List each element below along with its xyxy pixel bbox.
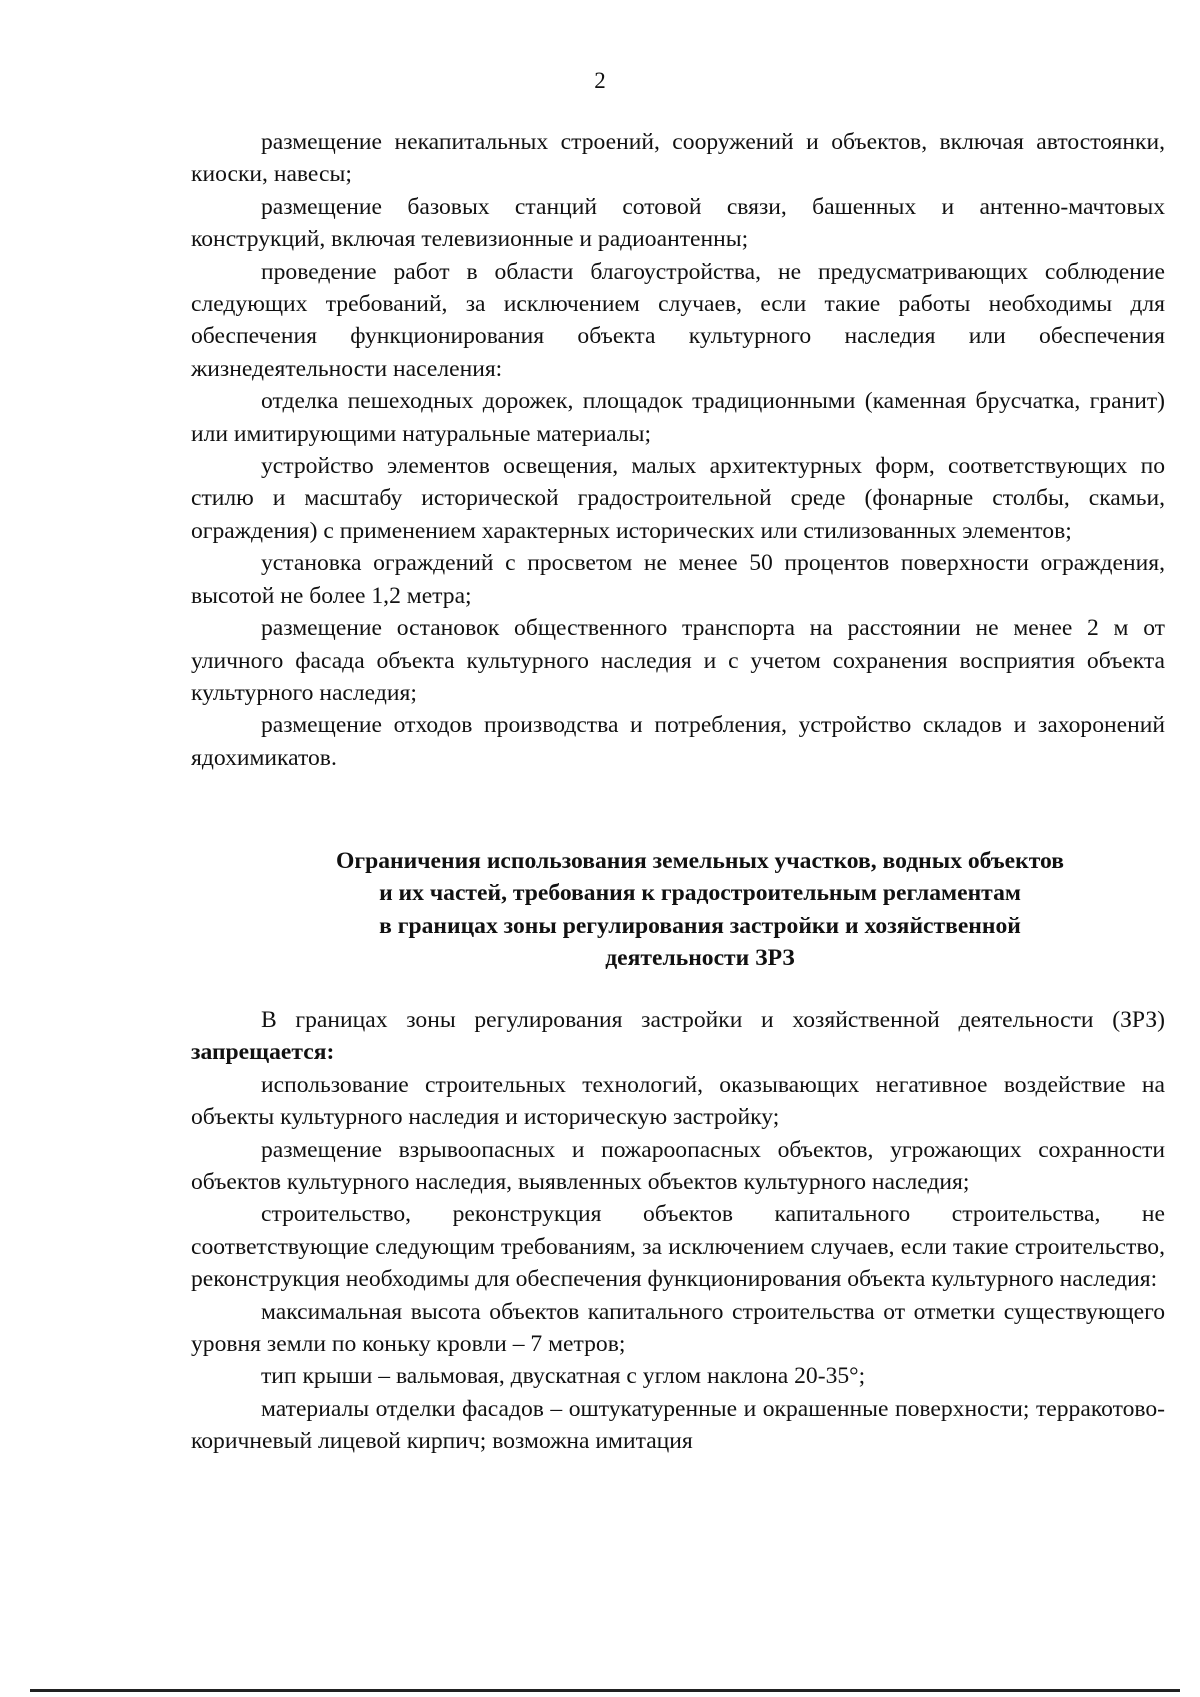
list-item: размещение взрывоопасных и пожароопасных объектов, угрожающих сохранности объектов культурного наследия, выявленных объектов культурного наследия; — [191, 1136, 1165, 1196]
scan-edge-line — [30, 1689, 1180, 1692]
list-item: максимальная высота объектов капитального строительства от отметки существующего уровня земли по коньку кровли – 7 метров; — [191, 1298, 1165, 1358]
list-item: размещение некапитальных строений, сооружений и объектов, включая автостоянки, киоски, навесы; — [191, 129, 1165, 188]
list-item: отделка пешеходных дорожек, площадок традиционными (каменная брусчатка, гранит) или имитирующими натуральные материалы; — [191, 388, 1165, 447]
section-heading — [240, 845, 1160, 975]
heading-line: Ограничения использования земельных участков, водных объектов — [336, 848, 1064, 874]
list-item: материалы отделки фасадов – оштукатуренные и окрашенные поверхности; терракотово-коричневый лицевой кирпич; возможна имитация — [191, 1395, 1165, 1455]
list-item: проведение работ в области благоустройства, не предусматривающих соблюдение следующих требований, за исключением случаев, если такие работы необходимы для обеспечения функционирования объекта культурного наследия или обеспечения жизнедеятельности населения: — [191, 258, 1165, 382]
intro-text: В границах зоны регулирования застройки и хозяйственной деятельности (ЗРЗ) — [261, 1007, 1165, 1033]
heading-line: и их частей, требования к градостроительным регламентам — [379, 880, 1021, 907]
list-item: размещение отходов производства и потребления, устройство складов и захоронений ядохимикатов. — [191, 712, 1165, 771]
list-item: устройство элементов освещения, малых архитектурных форм, соответствующих по стилю и масштабу исторической градостроительной среде (фонарные столбы, скамьи, ограждения) с применением характерных исторических или стилизованных элементов; — [191, 453, 1165, 544]
list-item: строительство, реконструкция объектов капитального строительства, не соответствующие следующим требованиям, за исключением случаев, если такие строительство, реконструкция необходимы для обеспечения функционирования объекта культурного наследия: — [191, 1201, 1165, 1293]
list-item: установка ограждений с просветом не менее 50 процентов поверхности ограждения, высотой не более 1,2 метра; — [191, 550, 1165, 609]
list-item: использование строительных технологий, оказывающих негативное воздействие на объекты культурного наследия и историческую застройку; — [191, 1071, 1165, 1131]
list-item: размещение остановок общественного транспорта на расстоянии не менее 2 м от уличного фасада объекта культурного наследия и с учетом сохранения восприятия объекта культурного наследия; — [191, 615, 1165, 706]
list-item: размещение базовых станций сотовой связи, башенных и антенно-мачтовых конструкций, включая телевизионные и радиоантенны; — [191, 193, 1165, 253]
restrictions-list-continued — [191, 126, 1165, 774]
intro-paragraph — [191, 1004, 1165, 1069]
heading-line: в границах зоны регулирования застройки и хозяйственной — [379, 912, 1021, 939]
intro-bold-text: запрещается: — [191, 1039, 335, 1066]
list-item: тип крыши – вальмовая, двускатная с углом наклона 20-35°; — [261, 1363, 866, 1390]
zrz-restrictions — [191, 1004, 1165, 1458]
heading-line: деятельности ЗРЗ — [605, 945, 795, 972]
page-number: 2 — [594, 68, 606, 93]
